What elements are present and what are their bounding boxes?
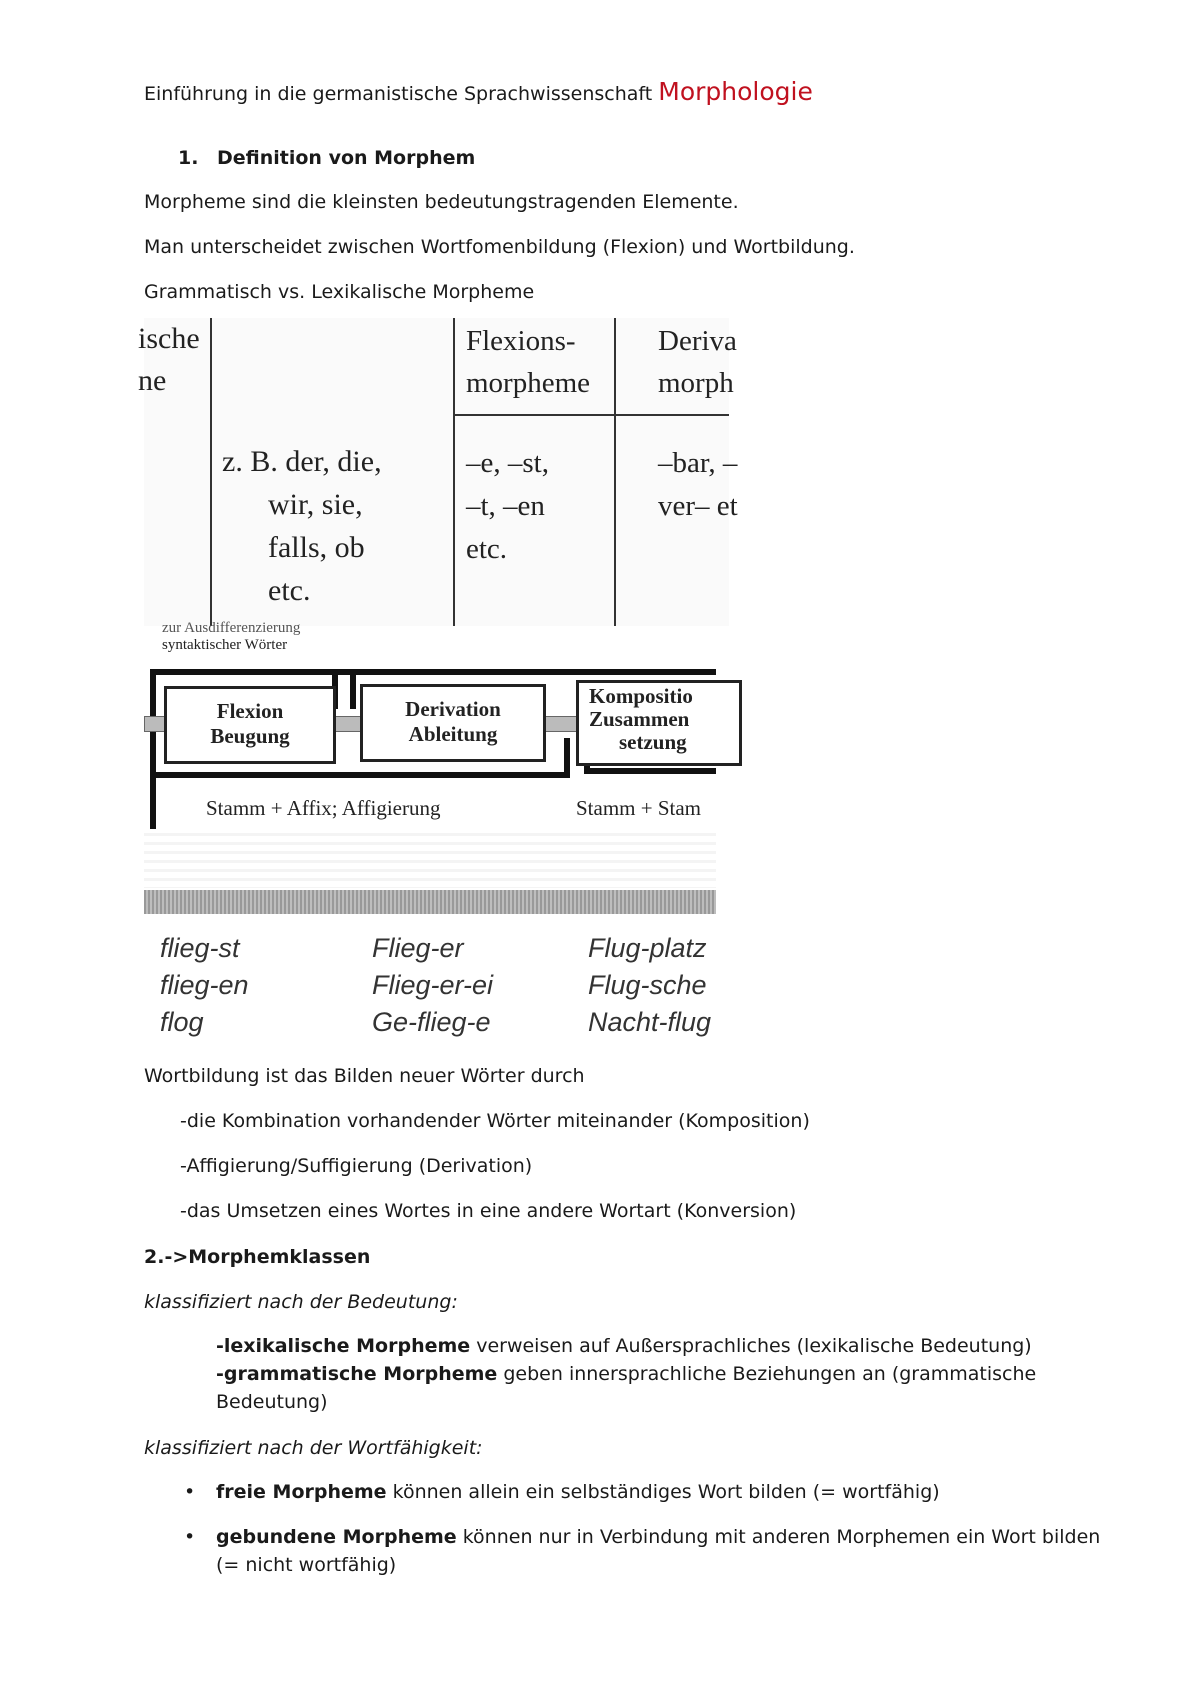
- section2-heading: 2.->Morphemklassen: [144, 1246, 371, 1268]
- grammatical-desc: geben innersprachliche Beziehungen an (grammatische: [497, 1363, 1037, 1385]
- diagram-frame-bottom: [150, 772, 570, 778]
- wortbildung-item: -Affigierung/Suffigierung (Derivation): [180, 1155, 533, 1177]
- setzung-label: setzung: [619, 730, 687, 754]
- col4-header: [658, 320, 737, 404]
- col3-header: [466, 320, 590, 404]
- scan-noise: [144, 833, 716, 888]
- examples-komposition-clip: [588, 930, 716, 1050]
- diagram-frame-bottom-right: [584, 768, 716, 774]
- diagram-top-line: syntaktischer Wörter: [162, 637, 288, 653]
- affix-caption: Stamm + Affix; Affigierung: [206, 796, 441, 820]
- col3-line: –e, –st,: [466, 447, 549, 479]
- wortbildung-item: -die Kombination vorhandender Wörter miteinander (Komposition): [180, 1110, 810, 1132]
- col1-header-line: ne: [138, 364, 167, 397]
- wortbildung-item: -das Umsetzen eines Wortes in eine andere Wortart (Konversion): [180, 1200, 797, 1222]
- col4-examples: [658, 442, 738, 528]
- derivation-box: [360, 684, 546, 762]
- col2-line: etc.: [268, 574, 311, 607]
- table-vline: [210, 318, 212, 626]
- example-item: Flug-platz: [588, 933, 707, 963]
- examples-komposition: [588, 930, 711, 1041]
- col3-examples: [466, 442, 549, 571]
- bound-morphemes-line: [216, 1525, 1100, 1549]
- bullet-icon: •: [184, 1481, 196, 1503]
- free-morphemes-line: [216, 1480, 940, 1504]
- flexion-box: [164, 686, 336, 764]
- examples-flexion: [160, 930, 249, 1041]
- ableitung-label: Ableitung: [408, 722, 498, 746]
- stamm-caption: Stamm + Stam: [576, 796, 702, 820]
- diagram-frame-left: [150, 669, 156, 829]
- example-item: Flieg-er: [372, 933, 464, 963]
- col2-line: falls, ob: [268, 531, 365, 564]
- example-item: Ge-flieg-e: [372, 1007, 491, 1037]
- beugung-label: Beugung: [210, 724, 290, 748]
- table-hline: [453, 414, 729, 416]
- col2-line: wir, sie,: [268, 488, 363, 521]
- page-header: [144, 77, 813, 106]
- col3-line: –t, –en: [466, 490, 545, 522]
- col3-header-line: morpheme: [466, 367, 591, 399]
- definition-text: Morpheme sind die kleinsten bedeutungstragenden Elemente.: [144, 191, 739, 213]
- example-item: flieg-st: [160, 933, 240, 963]
- bound-desc: können nur in Verbindung mit anderen Morphemen ein Wort bilden: [456, 1526, 1101, 1548]
- topic-title: Morphologie: [658, 77, 813, 106]
- diagram-frame-divider: [350, 669, 356, 709]
- morpheme-table-scan: [138, 318, 738, 626]
- col1-header: [138, 318, 200, 402]
- grammatical-morphemes-line: [216, 1362, 1036, 1386]
- example-item: flog: [160, 1007, 204, 1037]
- derivation-label: Derivation: [405, 697, 501, 721]
- col4-header-line: Deriva: [658, 325, 737, 357]
- diagram-top-text: [162, 620, 300, 654]
- komposition-label: Kompositio: [589, 684, 693, 708]
- col3-line: etc.: [466, 533, 508, 565]
- section1-heading: Definition von Morphem: [217, 147, 476, 169]
- wortbildung-intro: Wortbildung ist das Bilden neuer Wörter durch: [144, 1065, 585, 1087]
- example-item: Nacht-flug: [588, 1007, 712, 1037]
- example-item: flieg-en: [160, 970, 249, 1000]
- wordformation-diagram-scan: [144, 620, 716, 914]
- bound-desc-cont: (= nicht wortfähig): [216, 1554, 397, 1576]
- table-vline: [453, 318, 455, 626]
- examples-derivation: [372, 930, 493, 1041]
- lexical-morphemes-line: [216, 1334, 1032, 1358]
- col2-examples: [222, 440, 382, 612]
- table-vline: [614, 318, 616, 626]
- free-term: freie Morpheme: [216, 1481, 387, 1503]
- col4-line: –bar, –: [658, 447, 738, 479]
- grammar-vs-lexical-text: Grammatisch vs. Lexikalische Morpheme: [144, 281, 535, 303]
- bullet-icon: •: [184, 1526, 196, 1548]
- diagram-frame-top: [150, 669, 716, 675]
- section1-number: 1.: [178, 147, 199, 169]
- scan-bar: [144, 890, 716, 914]
- diagram-frame-step: [564, 738, 570, 778]
- col4-header-line: morph: [658, 367, 734, 399]
- col3-header-line: Flexions-: [466, 325, 576, 357]
- example-item: Flug-sche: [588, 970, 707, 1000]
- class-by-word-ability: klassifiziert nach der Wortfähigkeit:: [144, 1437, 483, 1459]
- zusammen-label: Zusammen: [589, 707, 690, 731]
- lexical-term: -lexikalische Morpheme: [216, 1335, 471, 1357]
- col4-line: ver– et: [658, 490, 738, 522]
- diagram-connector: [144, 716, 166, 732]
- col1-header-line: ische: [138, 322, 200, 355]
- class-by-meaning: klassifiziert nach der Bedeutung:: [144, 1291, 458, 1313]
- col2-line: z. B. der, die,: [222, 445, 382, 478]
- flexion-label: Flexion: [216, 699, 284, 723]
- bound-term: gebundene Morpheme: [216, 1526, 457, 1548]
- komposition-box: [576, 680, 742, 766]
- distinction-text: Man unterscheidet zwischen Wortfomenbildung (Flexion) und Wortbildung.: [144, 236, 855, 258]
- grammatical-desc-cont: Bedeutung): [216, 1391, 328, 1413]
- example-item: Flieg-er-ei: [372, 970, 494, 1000]
- grammatical-term: -grammatische Morpheme: [216, 1363, 498, 1385]
- lexical-desc: verweisen auf Außersprachliches (lexikalische Bedeutung): [470, 1335, 1032, 1357]
- diagram-top-line: zur Ausdifferenzierung: [162, 620, 301, 636]
- free-desc: können allein ein selbständiges Wort bilden (= wortfähig): [386, 1481, 940, 1503]
- course-title: Einführung in die germanistische Sprachwissenschaft: [144, 83, 653, 105]
